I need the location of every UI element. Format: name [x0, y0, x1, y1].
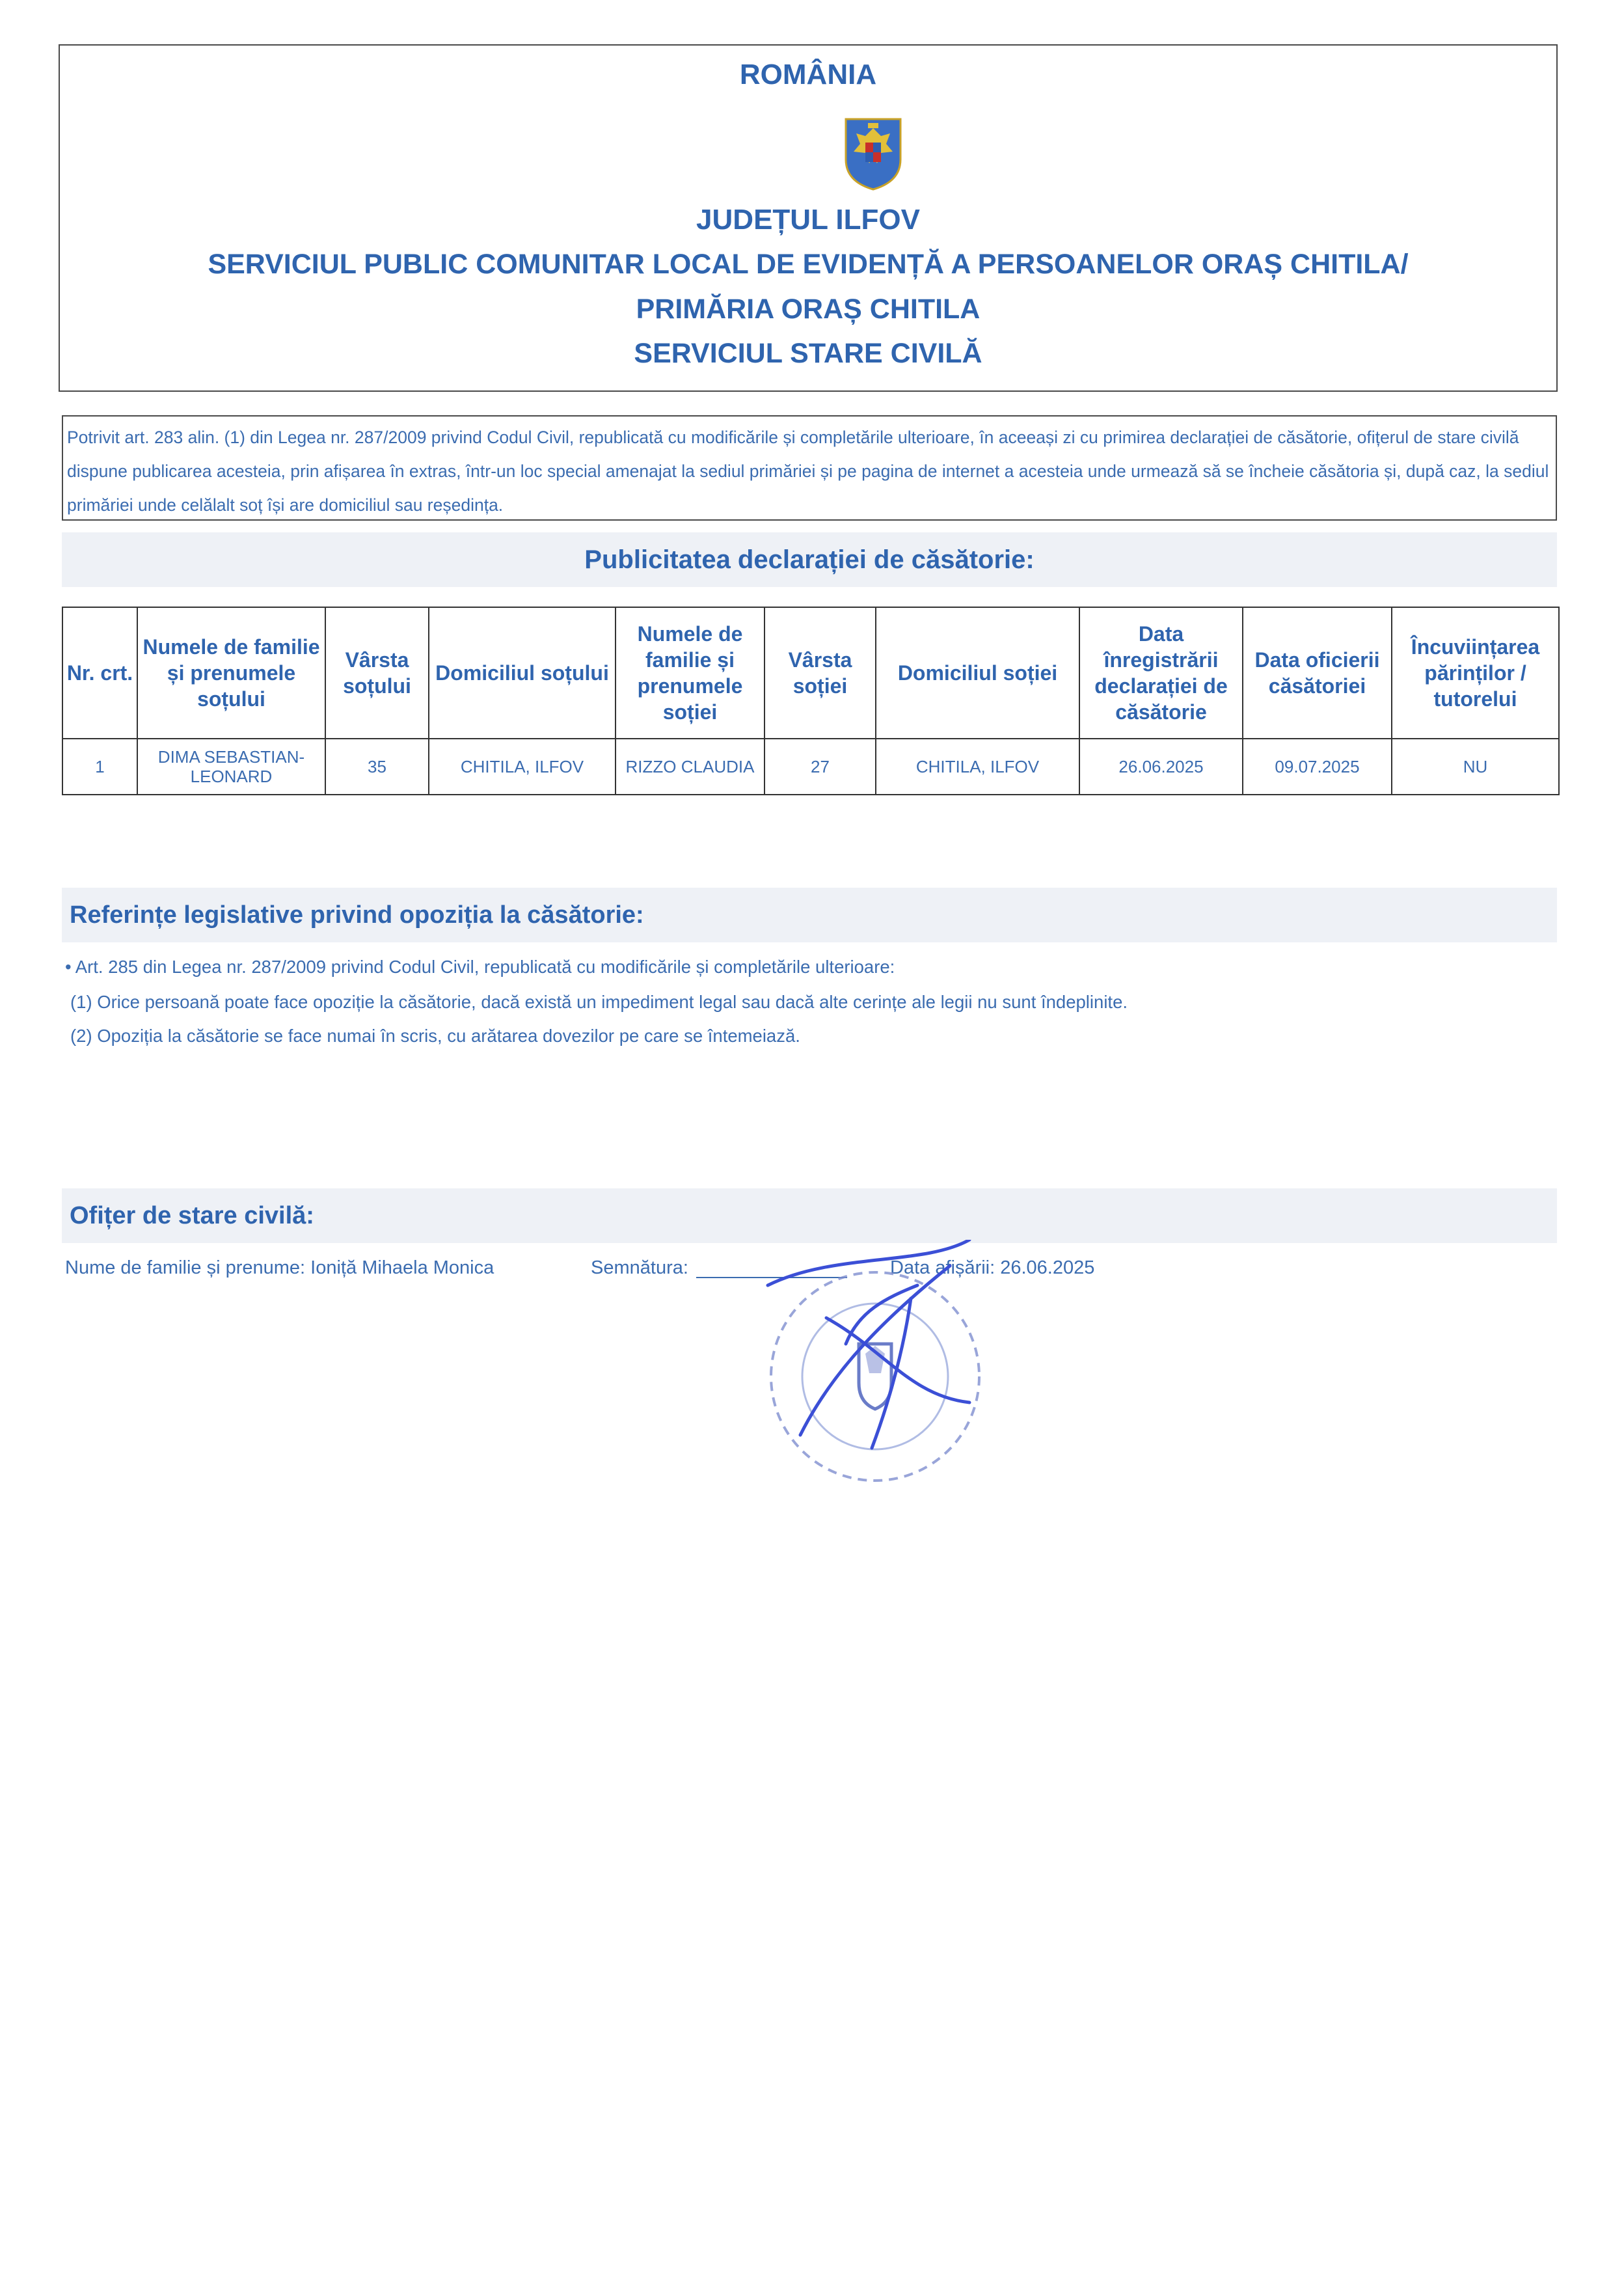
stare-civila-title: SERVICIUL STARE CIVILĂ: [634, 338, 982, 369]
official-stamp-icon: [755, 1240, 989, 1520]
legal-notice: Potrivit art. 283 alin. (1) din Legea nr. 287/2009 privind Codul Civil, republicată cu modificările și completările ulterioare, în aceeași zi cu primirea declarației de căsătorie, ofițerul de stare civilă dispune publicarea acesteia, prin afișarea în extras, într-un loc special amenajat la sediul primăriei și pe pagina de internet a acesteia unde urmează să se încheie căsătoria și, după caz, la sediul primăriei unde celălalt soț își are domiciliul sau reședința.: [62, 415, 1557, 521]
cell-wife-name: RIZZO CLAUDIA: [616, 739, 765, 795]
col-header-ceremony-date: Data oficierii căsătoriei: [1243, 607, 1392, 739]
cell-nr: 1: [62, 739, 137, 795]
cell-wife-address: CHITILA, ILFOV: [876, 739, 1079, 795]
col-header-parental-consent: Încuviințarea părinților / tutorelui: [1392, 607, 1559, 739]
cell-husband-name: DIMA SEBASTIAN-LEONARD: [137, 739, 325, 795]
marriage-declaration-table: [62, 607, 1560, 795]
col-header-husband-address: Domiciliul soțului: [429, 607, 616, 739]
col-header-wife-address: Domiciliul soției: [876, 607, 1079, 739]
table-header-row: [62, 607, 1559, 739]
primaria-title: PRIMĂRIA ORAȘ CHITILA: [636, 294, 981, 325]
cell-parental-consent: NU: [1392, 739, 1559, 795]
cell-ceremony-date: 09.07.2025: [1243, 739, 1392, 795]
col-header-husband-age: Vârsta soțului: [325, 607, 429, 739]
col-header-husband-name: Numele de familie și prenumele soțului: [137, 607, 325, 739]
publicity-title: Publicitatea declarației de căsătorie:: [62, 532, 1557, 587]
col-header-nr: Nr. crt.: [62, 607, 137, 739]
display-date: Data afișării: 26.06.2025: [890, 1257, 1095, 1278]
country-title: ROMÂNIA: [739, 59, 877, 90]
county-title: JUDEȚUL ILFOV: [696, 204, 920, 236]
reference-line-2: (2) Opoziția la căsătorie se face numai în scris, cu arătarea dovezilor pe care se întemeiază.: [70, 1026, 800, 1046]
cell-husband-address: CHITILA, ILFOV: [429, 739, 616, 795]
cell-wife-age: 27: [765, 739, 876, 795]
reference-line-1: (1) Orice persoană poate face opoziție la căsătorie, dacă există un impediment legal sau dacă alte cerințe ale legii nu sunt îndeplinite.: [70, 992, 1128, 1012]
reference-line-article: • Art. 285 din Legea nr. 287/2009 privind Codul Civil, republicată cu modificările și completările ulterioare:: [65, 957, 895, 977]
header-box: [59, 44, 1558, 392]
col-header-registration-date: Data înregistrării declarației de căsătorie: [1079, 607, 1243, 739]
cell-registration-date: 26.06.2025: [1079, 739, 1243, 795]
officer-title: Ofițer de stare civilă:: [62, 1188, 1557, 1243]
service-title: SERVICIUL PUBLIC COMUNITAR LOCAL DE EVIDENȚĂ A PERSOANELOR ORAȘ CHITILA/: [208, 249, 1409, 280]
col-header-wife-age: Vârsta soției: [765, 607, 876, 739]
table-row: [62, 739, 1559, 795]
references-title: Referințe legislative privind opoziția la căsătorie:: [62, 888, 1557, 942]
officer-name: Nume de familie și prenume: Ioniță Mihaela Monica: [65, 1257, 494, 1278]
coat-of-arms-icon: [841, 114, 906, 191]
cell-husband-age: 35: [325, 739, 429, 795]
col-header-wife-name: Numele de familie și prenumele soției: [616, 607, 765, 739]
signature-label: Semnătura:: [591, 1257, 688, 1278]
